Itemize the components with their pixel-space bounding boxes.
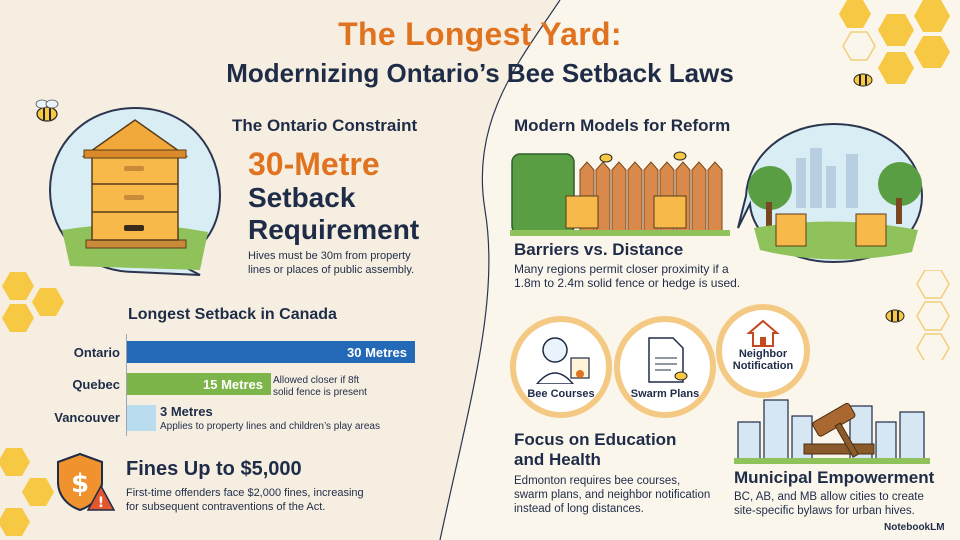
- constraint-desc-1: Hives must be 30m from property: [248, 250, 411, 262]
- bar-label-vancouver: Vancouver: [54, 410, 120, 425]
- barriers-line-2: 1.8m to 2.4m solid fence or hedge is used.: [514, 276, 741, 290]
- reform-heading: Modern Models for Reform: [514, 116, 731, 135]
- bee-icon: [880, 302, 910, 326]
- chart-title: Longest Setback in Canada: [128, 306, 337, 323]
- neighbor-label-1: Neighbor: [738, 348, 788, 360]
- constraint-heading: The Ontario Constraint: [232, 116, 418, 135]
- honeycomb-icon: [905, 270, 960, 360]
- brand-label: NotebookLM: [884, 522, 945, 533]
- page-subtitle: Modernizing Ontario’s Bee Setback Laws: [226, 58, 734, 88]
- municipal-line-2: site-specific bylaws for urban hives.: [734, 505, 915, 517]
- warning-icon: [86, 484, 116, 512]
- municipal-heading: Municipal Empowerment: [734, 468, 935, 487]
- badge-label-bee-courses: Bee Courses: [527, 388, 595, 400]
- constraint-desc-2: lines or places of public assembly.: [248, 264, 415, 276]
- education-line-2: swarm plans, and neighbor notification: [514, 489, 711, 501]
- setback-line3: Requirement: [248, 214, 420, 245]
- bar-value-quebec: 15 Metres: [203, 376, 263, 392]
- setback-line2: Setback: [248, 182, 356, 213]
- badge-label-swarm-plans: Swarm Plans: [630, 388, 700, 400]
- setback-number: 30-Metre: [248, 146, 380, 182]
- bee-icon: [848, 66, 878, 90]
- fines-line-2: for subsequent contraventions of the Act.: [126, 501, 326, 513]
- barriers-line-1: Many regions permit closer proximity if a: [514, 262, 729, 276]
- badge-swarm-plans: [614, 316, 716, 418]
- education-heading-2: and Health: [514, 450, 601, 469]
- bee-icon: [672, 148, 688, 162]
- city-park-icon: [736, 118, 932, 268]
- page-title: The Longest Yard:: [338, 16, 622, 52]
- svg-text:!: !: [97, 495, 105, 511]
- beekeeper-icon: [531, 334, 591, 384]
- gavel-icon: [734, 382, 930, 464]
- bee-icon: [30, 96, 64, 128]
- bar-value-ontario: 30 Metres: [347, 344, 407, 360]
- quebec-note-2: solid fence is present: [273, 387, 367, 398]
- bar-quebec: [127, 373, 271, 395]
- neighbor-label-2: Notification: [732, 360, 794, 372]
- beehive-icon: [40, 100, 230, 280]
- education-line-1: Edmonton requires bee courses,: [514, 475, 681, 487]
- bar-vancouver: [127, 405, 156, 431]
- bar-label-quebec: Quebec: [72, 377, 120, 392]
- house-icon: [746, 318, 780, 348]
- fines-line-1: First-time offenders face $2,000 fines, increasing: [126, 487, 364, 499]
- fines-heading: Fines Up to $5,000: [126, 458, 302, 480]
- education-heading-1: Focus on Education: [514, 430, 677, 449]
- fence-icon: [510, 150, 730, 236]
- barriers-heading: Barriers vs. Distance: [514, 240, 684, 259]
- bar-label-ontario: Ontario: [73, 345, 120, 360]
- bar-ontario: [127, 341, 415, 363]
- bee-icon: [598, 150, 614, 164]
- svg-text:$: $: [70, 469, 90, 499]
- municipal-line-1: BC, AB, and MB allow cities to create: [734, 491, 924, 503]
- vancouver-note: Applies to property lines and children’s play areas: [160, 421, 380, 432]
- bar-value-vancouver: 3 Metres: [160, 404, 213, 419]
- badge-bee-courses: [510, 316, 612, 418]
- education-line-3: instead of long distances.: [514, 503, 644, 515]
- quebec-note-1: Allowed closer if 8ft: [273, 375, 360, 386]
- document-icon: [635, 334, 695, 384]
